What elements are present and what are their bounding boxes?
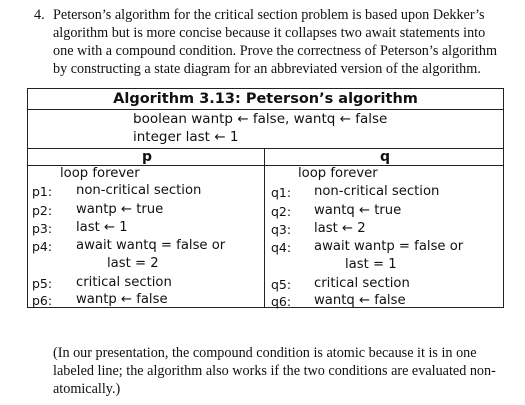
p-line-label: p2:: [32, 203, 53, 218]
problem-number: 4.: [34, 7, 45, 23]
note-line: atomically.): [53, 381, 121, 397]
p-statement: last ← 1: [76, 220, 128, 235]
declaration: boolean wantp ← false, wantq ← false: [133, 111, 388, 127]
q-statement: last ← 2: [314, 221, 366, 236]
q-loop-header: loop forever: [298, 166, 378, 181]
problem-line: Peterson’s algorithm for the critical section problem is based upon Dekker’s: [53, 7, 485, 23]
column-header-q: q: [380, 149, 391, 165]
table-divider: [28, 109, 503, 110]
p-loop-header: loop forever: [60, 166, 140, 181]
p-line-label: p6:: [32, 293, 53, 308]
table-divider: [28, 148, 503, 149]
p-line-label: p3:: [32, 221, 53, 236]
p-line-label: p5:: [32, 276, 53, 291]
p-statement: non-critical section: [76, 183, 202, 198]
q-line-label: q3:: [271, 222, 292, 237]
problem-line: by constructing a state diagram for an abbreviated version of the algorithm.: [53, 61, 481, 77]
column-divider: [264, 148, 265, 307]
q-line-label: q4:: [271, 240, 292, 255]
q-statement: wantq ← false: [314, 293, 406, 308]
p-line-label: p1:: [32, 184, 53, 199]
p-line-label: p4:: [32, 239, 53, 254]
q-line-label: q6:: [271, 294, 292, 309]
q-statement-continuation: last = 1: [345, 257, 397, 272]
p-statement: critical section: [76, 275, 172, 290]
q-statement: wantq ← true: [314, 203, 402, 218]
p-statement: wantp ← true: [76, 202, 164, 217]
p-statement: wantp ← false: [76, 292, 168, 307]
p-statement-continuation: last = 2: [107, 256, 159, 271]
problem-line: one with a compound condition. Prove the correctness of Peterson’s algorithm: [53, 43, 498, 59]
column-header-p: p: [142, 149, 153, 165]
q-statement: await wantp = false or: [314, 239, 464, 254]
declaration: integer last ← 1: [133, 129, 239, 145]
q-line-label: q5:: [271, 277, 292, 292]
q-line-label: q2:: [271, 204, 292, 219]
algorithm-title: Algorithm 3.13: Peterson’s algorithm: [113, 91, 418, 107]
q-line-label: q1:: [271, 185, 292, 200]
p-statement: await wantq = false or: [76, 238, 226, 253]
q-statement: critical section: [314, 276, 410, 291]
problem-line: algorithm but is more concise because it collapses two await statements into: [53, 25, 486, 41]
note-line: labeled line; the algorithm also works if the two conditions are evaluated non-: [53, 363, 496, 379]
q-statement: non-critical section: [314, 184, 440, 199]
note-line: (In our presentation, the compound condition is atomic because it is in one: [53, 345, 477, 361]
algorithm-table: [27, 88, 504, 308]
